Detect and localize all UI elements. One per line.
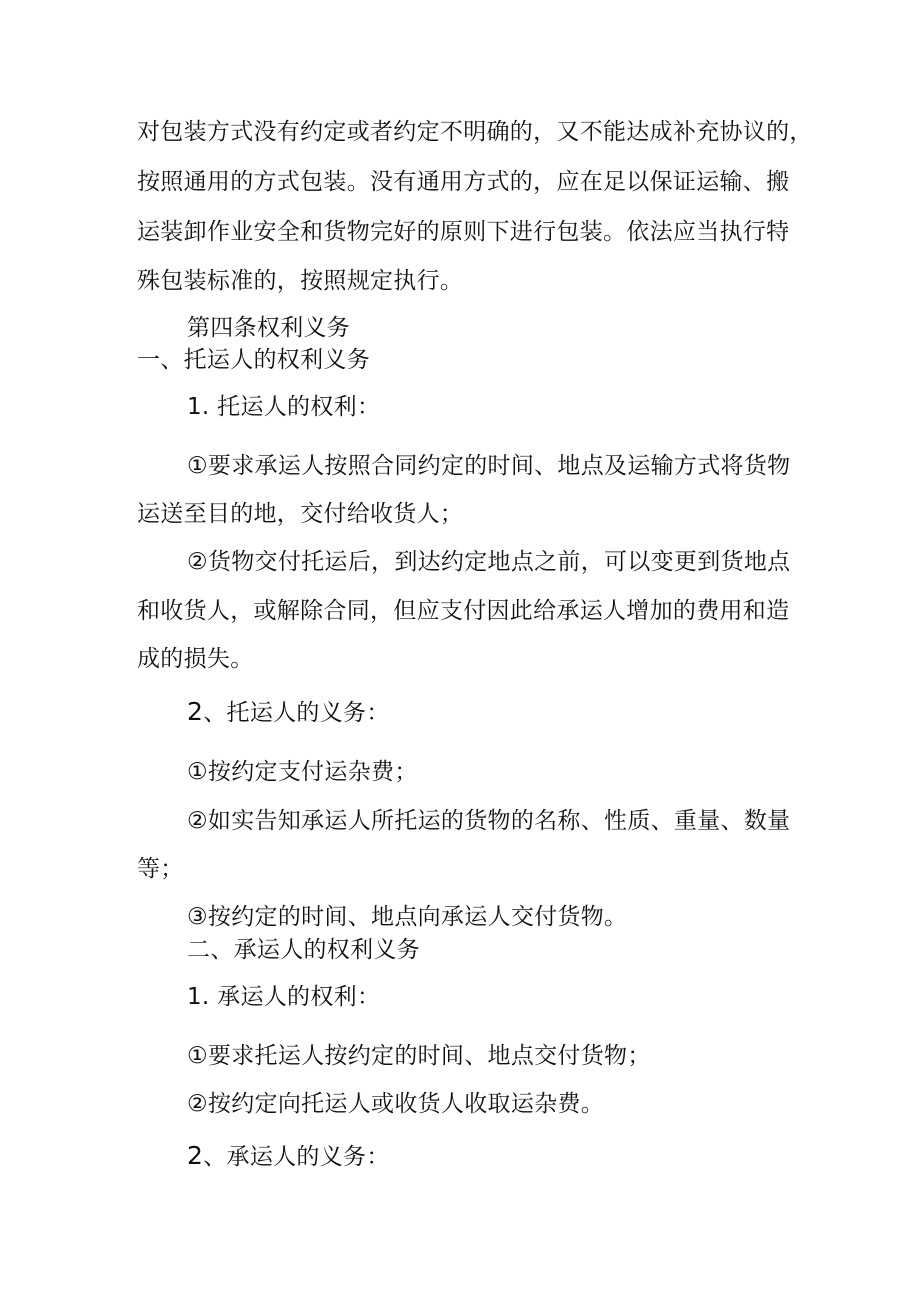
shipper-duties-heading-text: 、托运人的义务：	[203, 700, 390, 726]
packaging-paragraph-line-4: 殊包装标准的，按照规定执行。	[137, 268, 464, 294]
carrier-duties-heading-text: 、承运人的义务：	[203, 1144, 390, 1170]
shipper-rights-heading: 1. 托运人的权利：	[187, 394, 381, 420]
shipper-duties-item2-line1: ②如实告知承运人所托运的货物的名称、性质、重量、数量	[187, 808, 791, 834]
shipper-rights-item2-line2: 和收货人，或解除合同，但应支付因此给承运人增加的费用和造	[137, 598, 790, 624]
shipper-rights-item2-line1: ②货物交付托运后，到达约定地点之前，可以变更到货地点	[187, 549, 791, 575]
shipper-rights-item2-line3: 成的损失。	[137, 646, 254, 672]
shipper-duties-item3: ③按约定的时间、地点向承运人交付货物。	[187, 904, 628, 930]
section1-title: 一、托运人的权利义务	[137, 347, 370, 373]
packaging-paragraph-line-3: 运装卸作业安全和货物完好的原则下进行包装。依法应当执行特	[137, 219, 790, 245]
carrier-rights-item1: ①要求托运人按约定的时间、地点交付货物；	[187, 1043, 651, 1069]
carrier-rights-item2: ②按约定向托运人或收货人收取运杂费。	[187, 1091, 605, 1117]
packaging-paragraph-line-1: 对包装方式没有约定或者约定不明确的，又不能达成补充协议的，	[137, 119, 813, 145]
shipper-rights-item1-line1: ①要求承运人按照合同约定的时间、地点及运输方式将货物	[187, 453, 791, 479]
article4-title: 第四条权利义务	[187, 315, 351, 341]
shipper-duties-item1: ①按约定支付运杂费；	[187, 759, 418, 785]
shipper-duties-item2-line2: 等；	[137, 856, 184, 882]
shipper-rights-item1-line2: 运送至目的地，交付给收货人；	[137, 501, 464, 527]
carrier-duties-heading-number: 2	[187, 1141, 204, 1170]
section2-title: 二、承运人的权利义务	[187, 937, 420, 963]
carrier-duties-heading	[187, 1142, 390, 1171]
carrier-rights-heading: 1. 承运人的权利：	[187, 984, 381, 1010]
shipper-duties-heading	[187, 698, 390, 727]
packaging-paragraph-line-2: 按照通用的方式包装。没有通用方式的，应在足以保证运输、搬	[137, 169, 790, 195]
shipper-duties-heading-number: 2	[187, 697, 204, 726]
